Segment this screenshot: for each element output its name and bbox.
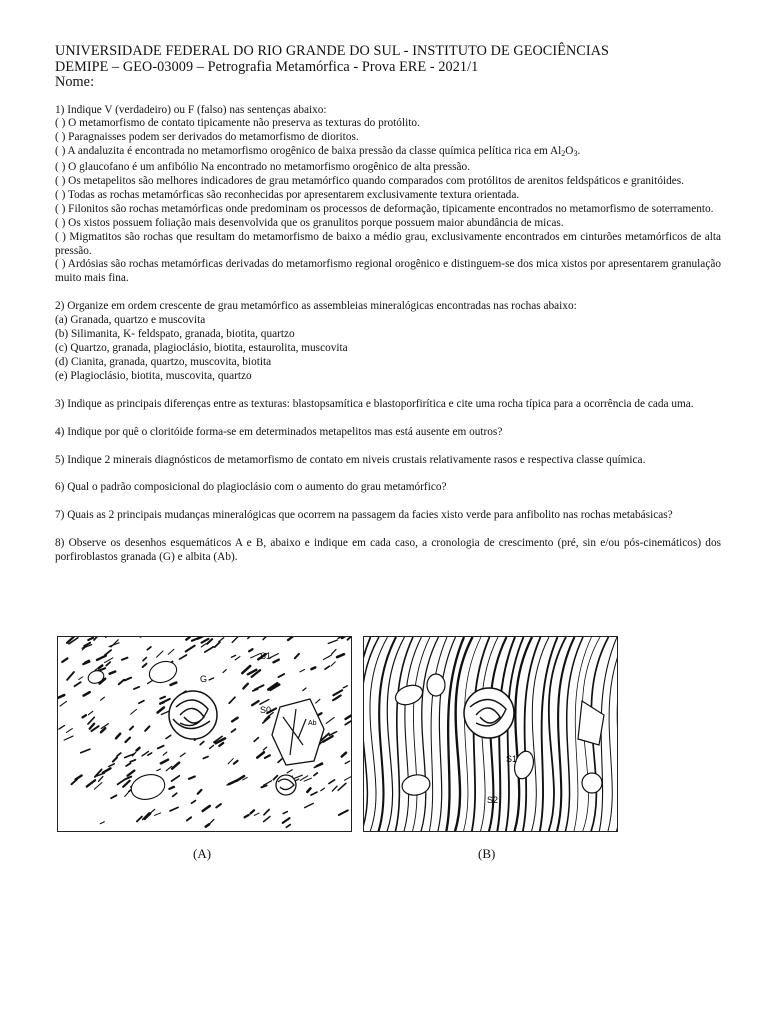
question-7: 7) Quais as 2 principais mudanças mineralógicas que ocorrem na passagem da facies xisto verde para anfibolito nas rochas metabásicas? (55, 509, 673, 522)
foliation-mark (316, 699, 320, 703)
foliation-mark (119, 680, 124, 684)
foliation-mark (59, 726, 65, 730)
foliation-curve (438, 637, 456, 831)
foliation-mark (264, 816, 270, 821)
foliation-mark (346, 713, 351, 719)
foliation-mark (88, 638, 93, 640)
foliation-mark (342, 753, 346, 757)
question-6: 6) Qual o padrão composicional do plagioclásio com o aumento do grau metamórfico? (55, 481, 447, 494)
foliation-mark (147, 647, 150, 650)
foliation-curve (421, 637, 439, 831)
foliation-mark (87, 780, 95, 786)
foliation-mark (100, 822, 104, 824)
foliation-mark (210, 819, 214, 823)
foliation-mark (59, 695, 65, 698)
item-text: ( ) A andaluzita é encontrada no metamorfismo orogênico de baixa pressão da classe química pelítica rica em Al (55, 145, 562, 158)
foliation-mark (66, 729, 72, 733)
figures (57, 636, 657, 836)
foliation-mark (206, 824, 209, 826)
foliation-mark (160, 699, 170, 704)
foliation-mark (145, 726, 149, 730)
foliation-mark (283, 812, 287, 814)
foliation-mark (139, 701, 144, 704)
foliation-mark (90, 724, 95, 729)
foliation-curve (514, 637, 532, 831)
foliation-mark (154, 813, 160, 815)
item-text: . (577, 145, 581, 158)
foliation-mark (339, 810, 348, 815)
foliation-mark (113, 757, 117, 761)
foliation-mark (234, 761, 238, 764)
question-3: 3) Indique as principais diferenças entre as texturas: blastopsamítica e blastoporfirítica e cite uma rocha típica para a ocorrência de cada uma. (55, 397, 694, 410)
foliation-mark (79, 677, 83, 680)
foliation-mark (263, 637, 267, 640)
foliation-mark (243, 684, 247, 689)
foliation-mark (143, 657, 146, 660)
question-1-item: ( ) Os metapelitos são melhores indicadores de grau metamórfico quando comparados com protólitos de arenitos feldspáticos e granitóides. (55, 175, 684, 188)
foliation-mark (251, 810, 254, 813)
foliation-mark (343, 686, 347, 688)
foliation-mark (264, 810, 269, 815)
foliation-mark (279, 674, 285, 677)
figure-b-label-s1: S1 (506, 754, 518, 764)
foliation-mark (249, 649, 252, 651)
foliation-curve (455, 637, 473, 831)
foliation-mark (216, 804, 221, 807)
foliation-mark (203, 806, 210, 811)
foliation-mark (84, 692, 90, 695)
foliation-mark (210, 745, 214, 748)
foliation-mark (242, 666, 250, 673)
figure-b (363, 636, 618, 832)
figure-b-caption: (B) (478, 846, 496, 861)
figure-a-label-s1: S1 (260, 651, 272, 661)
figure-b-label-s2: S2 (487, 795, 499, 805)
foliation-mark (219, 638, 224, 642)
foliation-mark (300, 670, 305, 672)
foliation-mark (329, 732, 336, 736)
foliation-mark (209, 678, 213, 680)
foliation-mark (314, 773, 317, 776)
foliation-mark (288, 637, 296, 640)
foliation-mark (254, 813, 259, 815)
foliation-mark (163, 752, 167, 755)
foliation-mark (166, 766, 171, 770)
foliation-mark (286, 825, 290, 828)
foliation-mark (219, 743, 223, 746)
foliation-mark (348, 637, 351, 640)
foliation-mark (134, 687, 139, 689)
foliation-mark (203, 757, 208, 759)
foliation-mark (189, 776, 195, 778)
foliation-mark (257, 752, 264, 757)
question-2-intro: 2) Organize em ordem crescente de grau metamórfico as assembleias mineralógicas encontradas nas rochas abaixo: (55, 300, 577, 313)
foliation-mark (157, 769, 161, 771)
foliation-mark (105, 650, 111, 655)
foliation-mark (180, 655, 187, 659)
albite-grains (86, 658, 179, 803)
foliation-mark (337, 654, 344, 657)
foliation-mark (173, 793, 177, 796)
foliation-mark (332, 649, 336, 654)
foliation-mark (345, 719, 351, 724)
foliation-mark (94, 637, 100, 640)
foliation-mark (143, 664, 147, 667)
foliation-mark (232, 637, 238, 642)
small-garnet (276, 775, 296, 795)
question-2 (55, 300, 721, 383)
foliation-mark (125, 793, 128, 797)
foliation-mark (62, 658, 67, 662)
question-1-item: ( ) O glaucofano é um anfibólio Na encontrado no metamorfismo orogênico de alta pressão. (55, 161, 471, 174)
foliation-mark (273, 660, 278, 663)
foliation-mark (125, 738, 130, 742)
foliation-mark (64, 736, 73, 740)
question-1-item: ( ) Paragnaisses podem ser derivados do metamorfismo de dioritos. (55, 131, 359, 144)
foliation-mark (205, 647, 214, 652)
foliation-mark (261, 785, 266, 787)
question-8: 8) Observe os desenhos esquemáticos A e B, abaixo e indique em cada caso, a cronologia de crescimento (pré, sin e/ou pós-cinemáticos) dos porfiroblastos granada (G) e albita (Ab). (55, 537, 721, 564)
question-2-item: (e) Plagioclásio, biotita, muscovita, quartzo (55, 369, 252, 382)
question-2-item: (d) Cianita, granada, quartzo, muscovita, biotita (55, 355, 272, 368)
foliation-mark (168, 649, 174, 654)
figure-a-label-g: G (200, 674, 208, 684)
foliation-mark (326, 717, 334, 723)
foliation-mark (60, 701, 67, 706)
foliation-mark (180, 753, 185, 756)
foliation-mark (125, 678, 131, 681)
foliation-mark (232, 718, 238, 722)
subscript: 2 (561, 149, 566, 159)
question-5: 5) Indique 2 minerais diagnósticos de metamorfismo de contato em niveis crustais relativamente rasos e respectiva classe química. (55, 453, 646, 466)
foliation-mark (311, 792, 317, 795)
foliation-mark (157, 651, 163, 657)
exam-page (55, 44, 721, 565)
figure-a (57, 636, 352, 832)
foliation-mark (263, 747, 266, 750)
foliation-mark (170, 807, 178, 811)
foliation-mark (255, 685, 264, 689)
exam-header (55, 44, 721, 91)
foliation-mark (260, 700, 269, 705)
foliation-mark (151, 809, 155, 812)
foliation-mark (324, 655, 332, 659)
foliation-mark (128, 771, 135, 776)
foliation-mark (161, 760, 168, 764)
foliation-mark (303, 688, 306, 691)
foliation-mark (265, 717, 269, 721)
foliation-mark (158, 707, 164, 712)
foliation-mark (166, 735, 171, 738)
foliation-mark (109, 764, 114, 767)
foliation-mark (103, 768, 111, 772)
foliation-mark (148, 753, 152, 755)
question-1-item: ( ) Os xistos possuem foliação mais desenvolvida que os granulitos porque possuem maior abundância de micas. (55, 216, 564, 229)
foliation-curve (429, 637, 447, 831)
foliation-mark (104, 658, 112, 663)
foliation-mark (307, 788, 310, 791)
foliation-mark (321, 788, 325, 791)
foliation-mark (229, 697, 235, 703)
foliation-mark (111, 795, 116, 798)
foliation-mark (99, 777, 103, 782)
foliation-mark (98, 666, 102, 669)
foliation-mark (123, 781, 129, 787)
question-1-item: ( ) Filonitos são rochas metamórficas onde predominam os processos de deformação, tipicamente encontrados no metamorfismo de soterramento. (55, 202, 714, 215)
foliation-mark (215, 642, 220, 647)
header-university: UNIVERSIDADE FEDERAL DO RIO GRANDE DO SUL - INSTITUTO DE GEOCIÊNCIAS (55, 43, 610, 59)
foliation-mark (201, 644, 206, 647)
foliation-curve (616, 637, 617, 831)
item-text: O (565, 145, 574, 158)
foliation-mark (201, 639, 208, 643)
question-2-item: (b) Silimanita, K- feldspato, granada, biotita, quartzo (55, 328, 295, 341)
foliation-mark (172, 776, 180, 781)
foliation-mark (342, 637, 346, 638)
foliation-mark (331, 662, 335, 666)
foliation-mark (200, 741, 204, 744)
foliation-mark (305, 803, 314, 807)
foliation-mark (126, 763, 130, 766)
foliation-mark (333, 695, 340, 700)
foliation-curve (608, 637, 618, 831)
foliation-mark (101, 697, 105, 700)
foliation-mark (198, 790, 202, 794)
foliation-mark (186, 637, 189, 639)
foliation-mark (85, 661, 89, 663)
foliation-mark (186, 646, 195, 652)
foliation-mark (295, 654, 299, 658)
foliation-mark (161, 711, 169, 714)
foliation-mark (312, 667, 316, 669)
foliation-mark (338, 783, 346, 790)
foliation-mark (130, 727, 133, 730)
figure-a-label-s0: S0 (260, 705, 272, 715)
foliation-mark (345, 761, 349, 763)
foliation-mark (130, 760, 135, 762)
foliation-mark (110, 671, 116, 673)
figure-a-drawing (58, 637, 351, 831)
foliation-mark (116, 734, 120, 739)
albite-porphyroblast (272, 699, 324, 765)
foliation-mark (265, 755, 270, 758)
foliation-mark (270, 654, 278, 658)
foliation-mark (231, 655, 235, 657)
foliation-mark (117, 753, 121, 756)
subscript: 3 (573, 149, 578, 159)
foliation-mark (232, 729, 236, 732)
header-course: DEMIPE – GEO-03009 – Petrografia Metamórfica - Prova ERE - 2021/1 (55, 58, 479, 75)
foliation-mark (192, 801, 196, 804)
foliation-mark (126, 777, 132, 779)
foliation-mark (122, 658, 128, 660)
foliation-mark (344, 775, 351, 780)
foliation-mark (106, 662, 110, 665)
foliation-mark (278, 759, 282, 762)
foliation-mark (254, 738, 258, 742)
foliation-mark (252, 701, 258, 705)
foliation-mark (273, 776, 277, 780)
foliation-mark (223, 670, 226, 673)
foliation-mark (67, 672, 74, 680)
foliation-mark (160, 697, 165, 699)
foliation-mark (81, 749, 90, 753)
foliation-mark (228, 759, 233, 764)
foliation-mark (137, 817, 142, 822)
figure-a-label-ab: Ab (308, 720, 317, 727)
foliation-mark (332, 786, 337, 791)
garnet-porphyroblast (169, 691, 217, 739)
question-1-item: ( ) Todas as rochas metamórficas são reconhecidas por apresentarem exclusivamente textura orientada. (55, 188, 520, 201)
figure-a-caption: (A) (193, 846, 212, 861)
figure-b-drawing (364, 637, 617, 831)
foliation-mark (235, 657, 240, 660)
question-2-item: (a) Granada, quartzo e muscovita (55, 314, 206, 327)
foliation-mark (283, 818, 290, 823)
foliation-mark (325, 666, 329, 669)
foliation-mark (328, 640, 337, 643)
question-1-item: ( ) Migmatitos são rochas que resultam do metamorfismo de baixo a médio grau, exclusivamente encontrados em cinturões metamórficos de alta pressão. (55, 230, 721, 257)
foliation-mark (304, 778, 311, 781)
foliation-mark (158, 746, 164, 749)
garnet-porphyroblast (464, 688, 514, 738)
header-name-field: Nome: (55, 74, 95, 90)
foliation-curve (557, 637, 575, 831)
foliation-mark (187, 817, 191, 820)
question-2-item: (c) Quartzo, granada, plagioclásio, biotita, estaurolita, muscovita (55, 342, 348, 354)
foliation-mark (172, 763, 179, 769)
question-1-intro: 1) Indique V (verdadeiro) ou F (falso) nas sentenças abaixo: (55, 103, 327, 116)
foliation-mark (245, 815, 249, 817)
foliation-mark (171, 683, 177, 685)
foliation-mark (137, 748, 140, 751)
question-4: 4) Indique por quê o cloritóide forma-se em determinados metapelitos mas está ausente em outros? (55, 425, 503, 438)
foliation-mark (71, 779, 77, 784)
foliation-mark (287, 770, 292, 773)
question-1-item: ( ) O metamorfismo de contato tipicamente não preserva as texturas do protólito. (55, 117, 420, 130)
foliation-mark (83, 715, 86, 717)
foliation-mark (248, 637, 251, 638)
question-1 (55, 104, 721, 287)
foliation-mark (88, 711, 92, 714)
foliation-mark (131, 709, 137, 714)
foliation-mark (263, 781, 271, 785)
foliation-curve (387, 637, 405, 831)
foliation-mark (97, 656, 106, 660)
foliation-curve (599, 637, 617, 831)
foliation-mark (74, 682, 80, 686)
question-1-item (55, 145, 721, 161)
foliation-mark (329, 780, 335, 784)
foliation-mark (118, 780, 125, 785)
question-1-item: ( ) Ardósias são rochas metamórficas derivadas do metamorfismo regional orogênico e distinguem-se dos mica xistos por apresentarem granulação muito mais fina. (55, 258, 721, 285)
foliation-mark (94, 783, 102, 790)
foliation-curve (531, 637, 549, 831)
